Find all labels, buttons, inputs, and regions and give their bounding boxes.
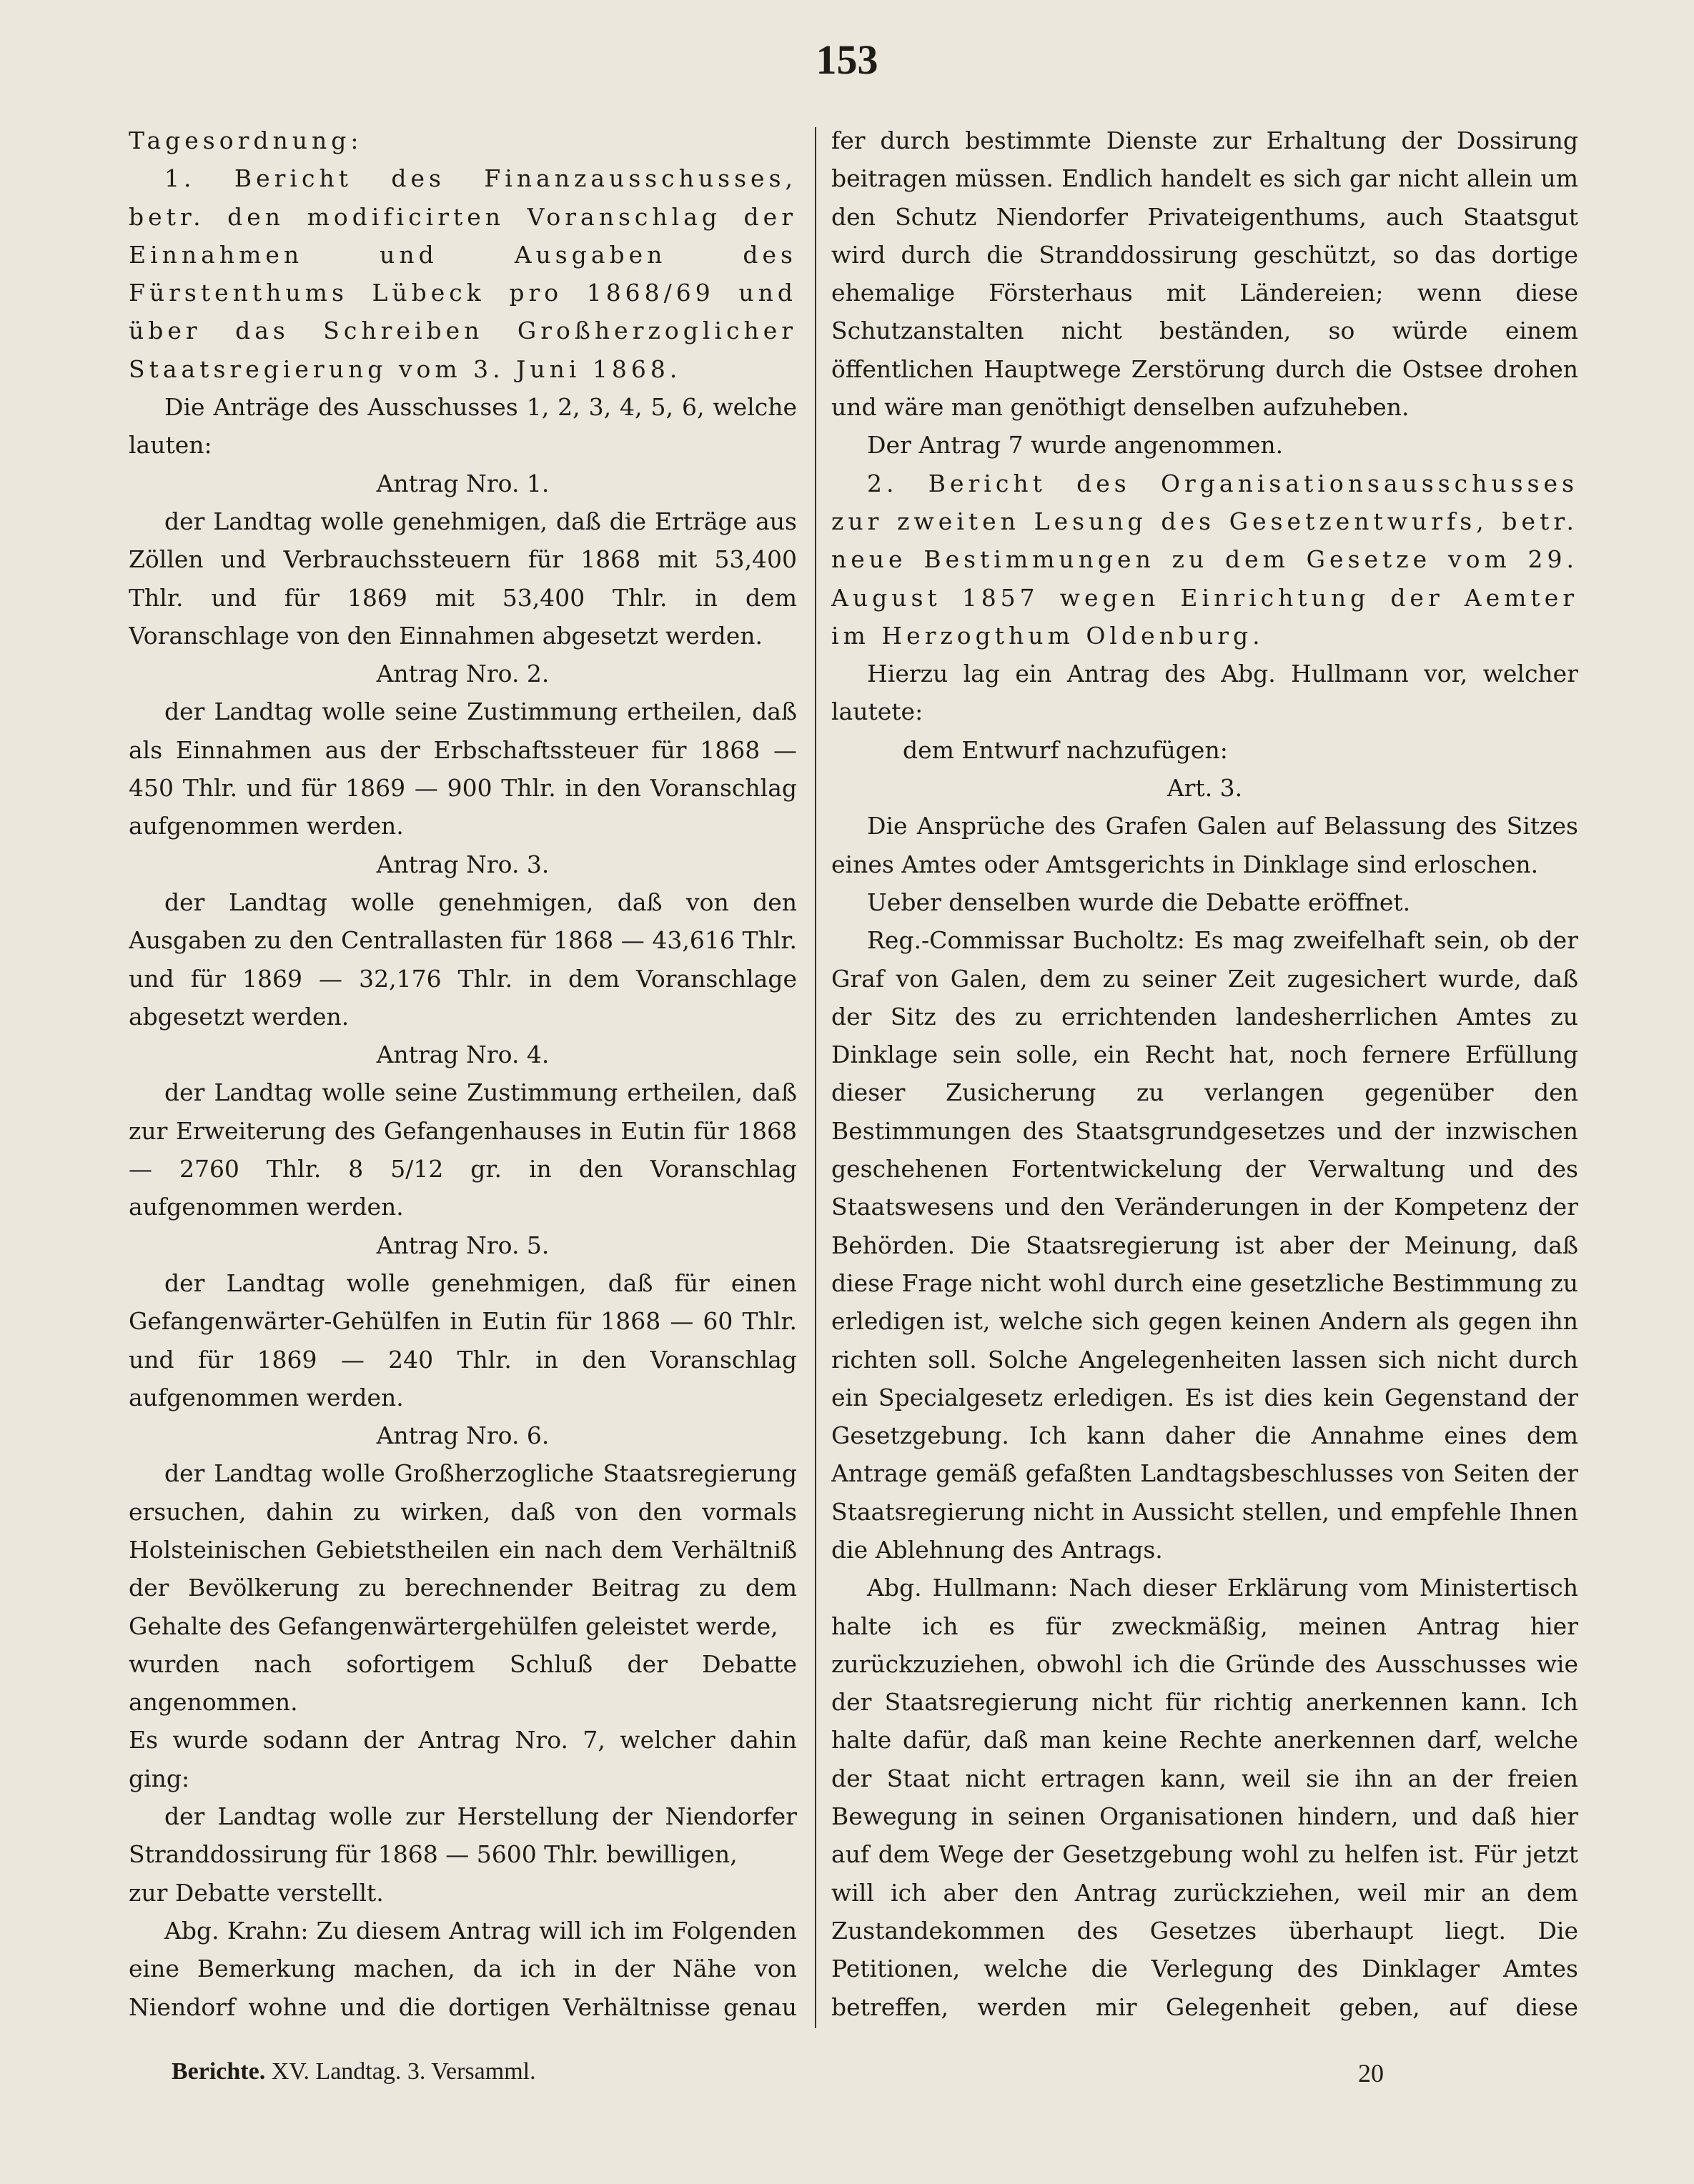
left-paragraph: der Landtag wolle zur Herstellung der Niendorfer Stranddossirung für 1868 — 5600 Thlr. bewilligen, [129, 1802, 797, 1869]
left-paragraph: Antrag Nro. 2. [376, 660, 550, 688]
right-paragraph: Der Antrag 7 wurde angenommen. [867, 431, 1284, 460]
page-number: 153 [816, 36, 878, 83]
left-paragraph: der Landtag wolle genehmigen, daß für einen Gefangenwärter-Gehülfen in Eutin für 1868 — 60 Thlr. und für 1869 — 240 Thlr. in den Voranschlag aufgenommen werden. [129, 1269, 797, 1411]
right-paragraph: dem Entwurf nachzufügen: [903, 735, 1228, 764]
left-paragraph: Abg. Krahn: Zu diesem Antrag will ich im Folgenden eine Bemerkung machen, da ich in der Nähe von Niendorf wohne und die dortigen Verhältnisse genau [129, 1916, 797, 2021]
right-paragraph: Abg. Hullmann: Nach dieser Erklärung vom Ministertisch halte ich es für zweckmäßig, meinen Antrag hier zurückzuziehen, obwohl ich die Gründe des Ausschusses wie der Staatsregierung nicht für richtig anerkennen kann. Ich halte dafür, daß man keine Rechte anerkennen darf, welche der Staat nicht ertragen kann, weil sie ihn an der freien Bewegung in seinen Organisationen hindern, und daß hier auf dem Wege der Gesetzgebung wohl zu helfen ist. Für jetzt will ich aber den Antrag zurückziehen, weil mir an dem Zustandekommen des Gesetzes überhaupt liegt. Die Petitionen, welche die Verlegung des Dinklager Amtes betreffen, werden mir Gelegenheit geben, auf diese [831, 1574, 1578, 2021]
right-column [831, 121, 1578, 2022]
footer-session: XV. Landtag. 3. Versamml. [271, 2058, 536, 2085]
left-paragraph: zur Debatte verstellt. [129, 1878, 384, 1907]
left-paragraph: Es wurde sodann der Antrag Nro. 7, welcher dahin ging: [129, 1726, 797, 1792]
right-paragraph: Ueber denselben wurde die Debatte eröffnet. [867, 888, 1411, 916]
left-paragraph: Antrag Nro. 5. [376, 1231, 550, 1259]
right-paragraph: Hierzu lag ein Antrag des Abg. Hullmann vor, welcher lautete: [831, 660, 1578, 726]
right-paragraph: 2. Bericht des Organisationsausschusses zur zweiten Lesung des Gesetzentwurfs, betr. neue Bestimmungen zu dem Gesetze vom 29. August 1857 wegen Einrichtung der Aemter im Herzogthum Oldenburg. [831, 469, 1578, 650]
left-paragraph: der Landtag wolle Großherzogliche Staatsregierung ersuchen, dahin zu wirken, daß von den vormals Holsteinischen Gebietstheilen ein nach dem Verhältniß der Bevölkerung zu berechnender Beitrag zu dem Gehalte des Gefangenwärtergehülfen geleistet werde, [129, 1459, 797, 1640]
left-paragraph: der Landtag wolle genehmigen, daß von den Ausgaben zu den Centrallasten für 1868 — 43,616 Thlr. und für 1869 — 32,176 Thlr. in dem Voranschlage abgesetzt werden. [129, 888, 797, 1031]
right-paragraph: fer durch bestimmte Dienste zur Erhaltung der Dossirung beitragen müssen. Endlich handelt es sich gar nicht allein um den Schutz Niendorfer Privateigenthums, auch Staatsgut wird durch die Stranddossirung geschützt, so das dortige ehemalige Försterhaus mit Ländereien; wenn diese Schutzanstalten nicht beständen, so würde einem öffentlichen Hauptwege Zerstörung durch die Ostsee drohen und wäre man genöthigt denselben aufzuheben. [831, 126, 1578, 422]
left-paragraph: der Landtag wolle seine Zustimmung ertheilen, daß zur Erweiterung des Gefangenhauses in Eutin für 1868 — 2760 Thlr. 8 5/12 gr. in den Voranschlag aufgenommen werden. [129, 1078, 797, 1221]
right-paragraph: Art. 3. [1167, 774, 1243, 803]
left-paragraph: Tagesordnung: [129, 126, 363, 154]
left-paragraph: der Landtag wolle genehmigen, daß die Erträge aus Zöllen und Verbrauchssteuern für 1868 mit 53,400 Thlr. und für 1869 mit 53,400 Thlr. in dem Voranschlage von den Einnahmen abgesetzt werden. [129, 507, 797, 650]
right-paragraph: Die Ansprüche des Grafen Galen auf Belassung des Sitzes eines Amtes oder Amtsgerichts in Dinklage sind erloschen. [831, 812, 1578, 878]
footer-berichte: Berichte. [172, 2058, 266, 2085]
right-paragraph: Reg.-Commissar Bucholtz: Es mag zweifelhaft sein, ob der Graf von Galen, dem zu seiner Zeit zugesichert wurde, daß der Sitz des zu errichtenden landesherrlichen Amtes zu Dinklage sein solle, ein Recht hat, noch fernere Erfüllung dieser Zusicherung zu verlangen gegenüber den Bestimmungen des Staatsgrundgesetzes und der inzwischen geschehenen Fortentwickelung der Verwaltung und des Staatswesens und den Veränderungen in der Kompetenz der Behörden. Die Staatsregierung ist aber der Meinung, daß diese Frage nicht wohl durch eine gesetzliche Bestimmung zu erledigen ist, welche sich gegen keinen Andern als gegen ihn richten soll. Solche Angelegenheiten lassen sich nicht durch ein Specialgesetz erledigen. Es ist dies kein Gegenstand der Gesetzgebung. Ich kann daher die Annahme eines dem Antrage gemäß gefaßten Landtagsbeschlusses von Seiten der Staatsregierung nicht in Aussicht stellen, und empfehle Ihnen die Ablehnung des Antrags. [831, 926, 1578, 1564]
left-paragraph: 1. Bericht des Finanzausschusses, betr. den modificirten Voranschlag der Einnahmen und Ausgaben des Fürstenthums Lübeck pro 1868/69 und über das Schreiben Großherzoglicher Staatsregierung vom 3. Juni 1868. [129, 164, 797, 383]
left-paragraph: Antrag Nro. 3. [376, 850, 550, 878]
footer-signature [172, 2058, 536, 2085]
left-column [129, 121, 797, 2022]
column-divider [815, 127, 816, 2028]
left-paragraph: Die Anträge des Ausschusses 1, 2, 3, 4, 5, 6, welche lauten: [129, 393, 797, 460]
left-paragraph: wurden nach sofortigem Schluß der Debatte angenommen. [129, 1649, 797, 1717]
left-paragraph: Antrag Nro. 4. [376, 1041, 550, 1069]
left-paragraph: Antrag Nro. 6. [376, 1421, 550, 1450]
left-paragraph: der Landtag wolle seine Zustimmung ertheilen, daß als Einnahmen aus der Erbschaftssteuer für 1868 — 450 Thlr. und für 1869 — 900 Thlr. in den Voranschlag aufgenommen werden. [129, 698, 797, 840]
left-paragraph: Antrag Nro. 1. [376, 469, 550, 497]
footer-sheet-number: 20 [1358, 2059, 1384, 2088]
